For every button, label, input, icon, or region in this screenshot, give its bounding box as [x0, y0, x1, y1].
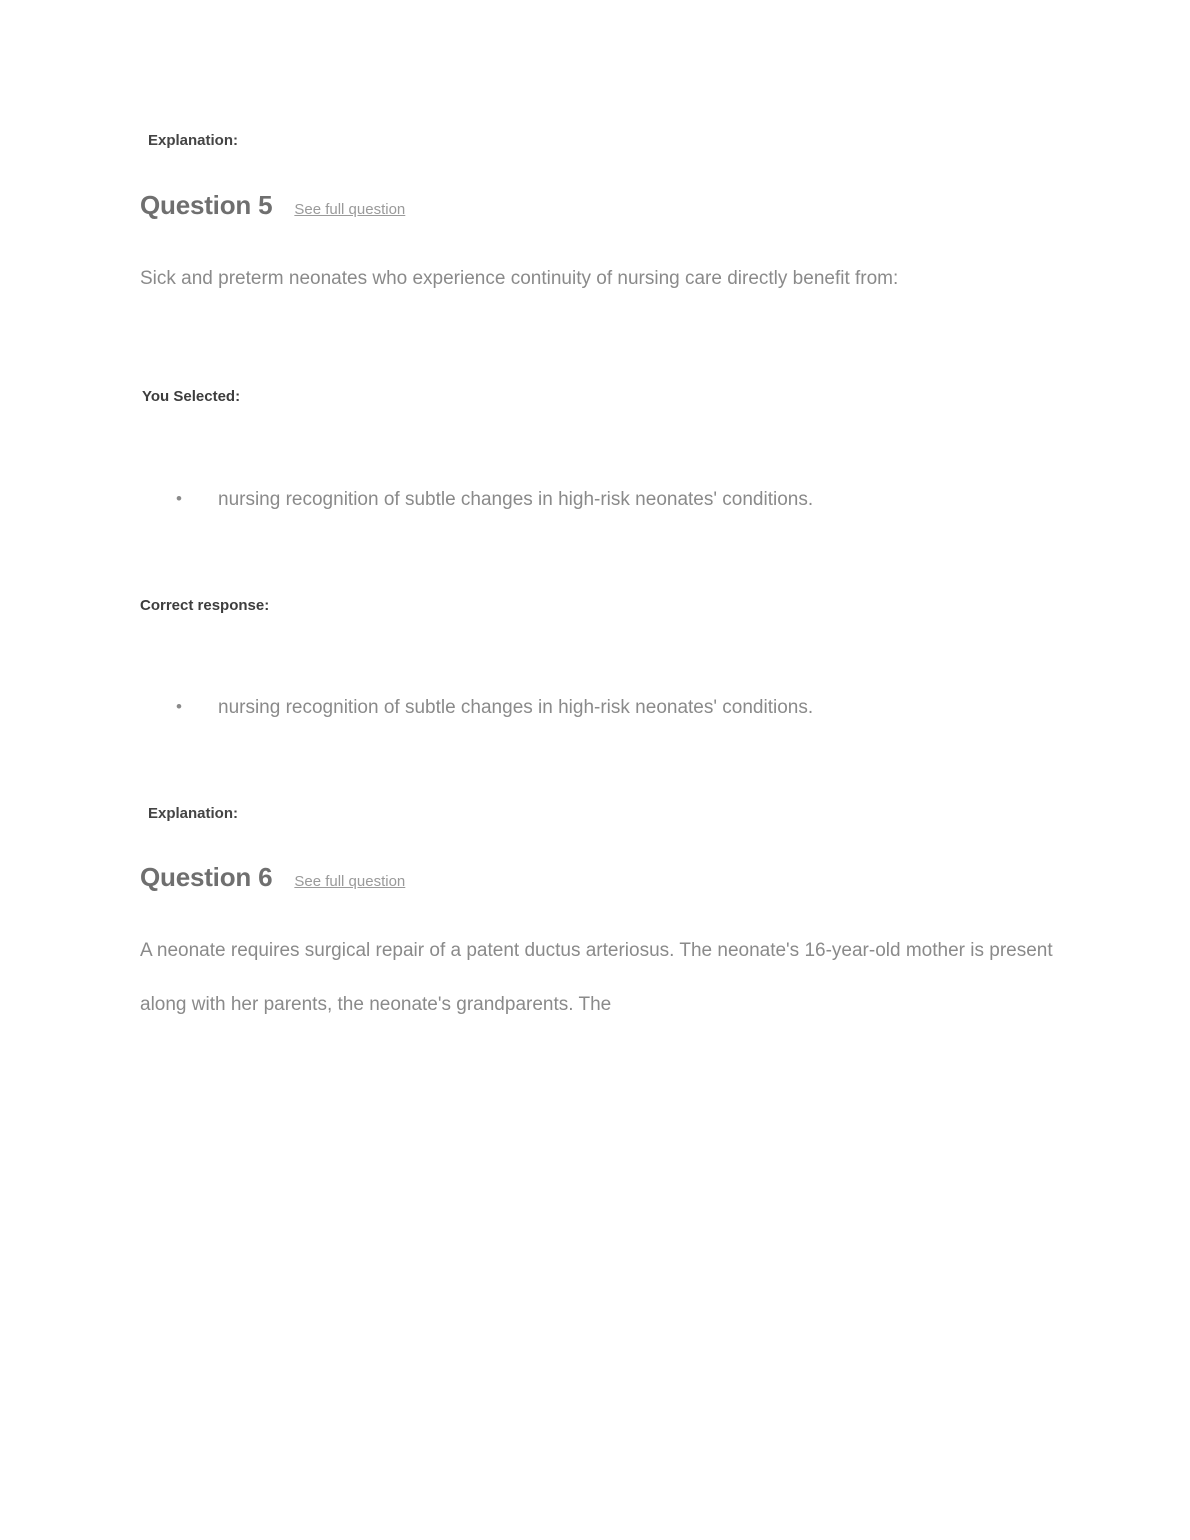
see-full-question-link-5[interactable]: See full question — [294, 201, 406, 218]
you-selected-label-wrap — [140, 388, 240, 406]
question-6-body — [140, 924, 1070, 1032]
correct-response-label: Correct response: — [140, 597, 270, 614]
question-6-title: Question 6 — [140, 862, 273, 892]
list-item: • nursing recognition of subtle changes in high-risk neonates' conditions. — [140, 486, 1080, 514]
list-item: • nursing recognition of subtle changes in high-risk neonates' conditions. — [140, 694, 1080, 722]
you-selected-label: You Selected: — [142, 388, 241, 405]
question-6-text: A neonate requires surgical repair of a patent ductus arteriosus. The neonate's 16-year-old mother is present along with her parents, the neonate's grandparents. The — [140, 940, 1053, 1015]
you-selected-answers — [140, 486, 1080, 514]
question-6-heading — [140, 862, 405, 893]
question-5-text: Sick and preterm neonates who experience continuity of nursing care directly benefit from: — [140, 268, 899, 289]
see-full-question-link-6[interactable]: See full question — [294, 873, 406, 890]
selected-answer-list — [140, 486, 1080, 514]
explanation-label-top — [140, 132, 238, 150]
correct-answer-list — [140, 694, 1080, 722]
correct-response-label-wrap — [140, 597, 269, 615]
question-5-title: Question 5 — [140, 190, 273, 220]
question-5-heading — [140, 190, 405, 221]
correct-response-answers — [140, 694, 1080, 722]
explanation-label-q5 — [140, 805, 238, 823]
question-5-body — [140, 252, 1070, 306]
explanation-text: Explanation: — [148, 805, 239, 822]
explanation-text: Explanation: — [148, 132, 239, 149]
